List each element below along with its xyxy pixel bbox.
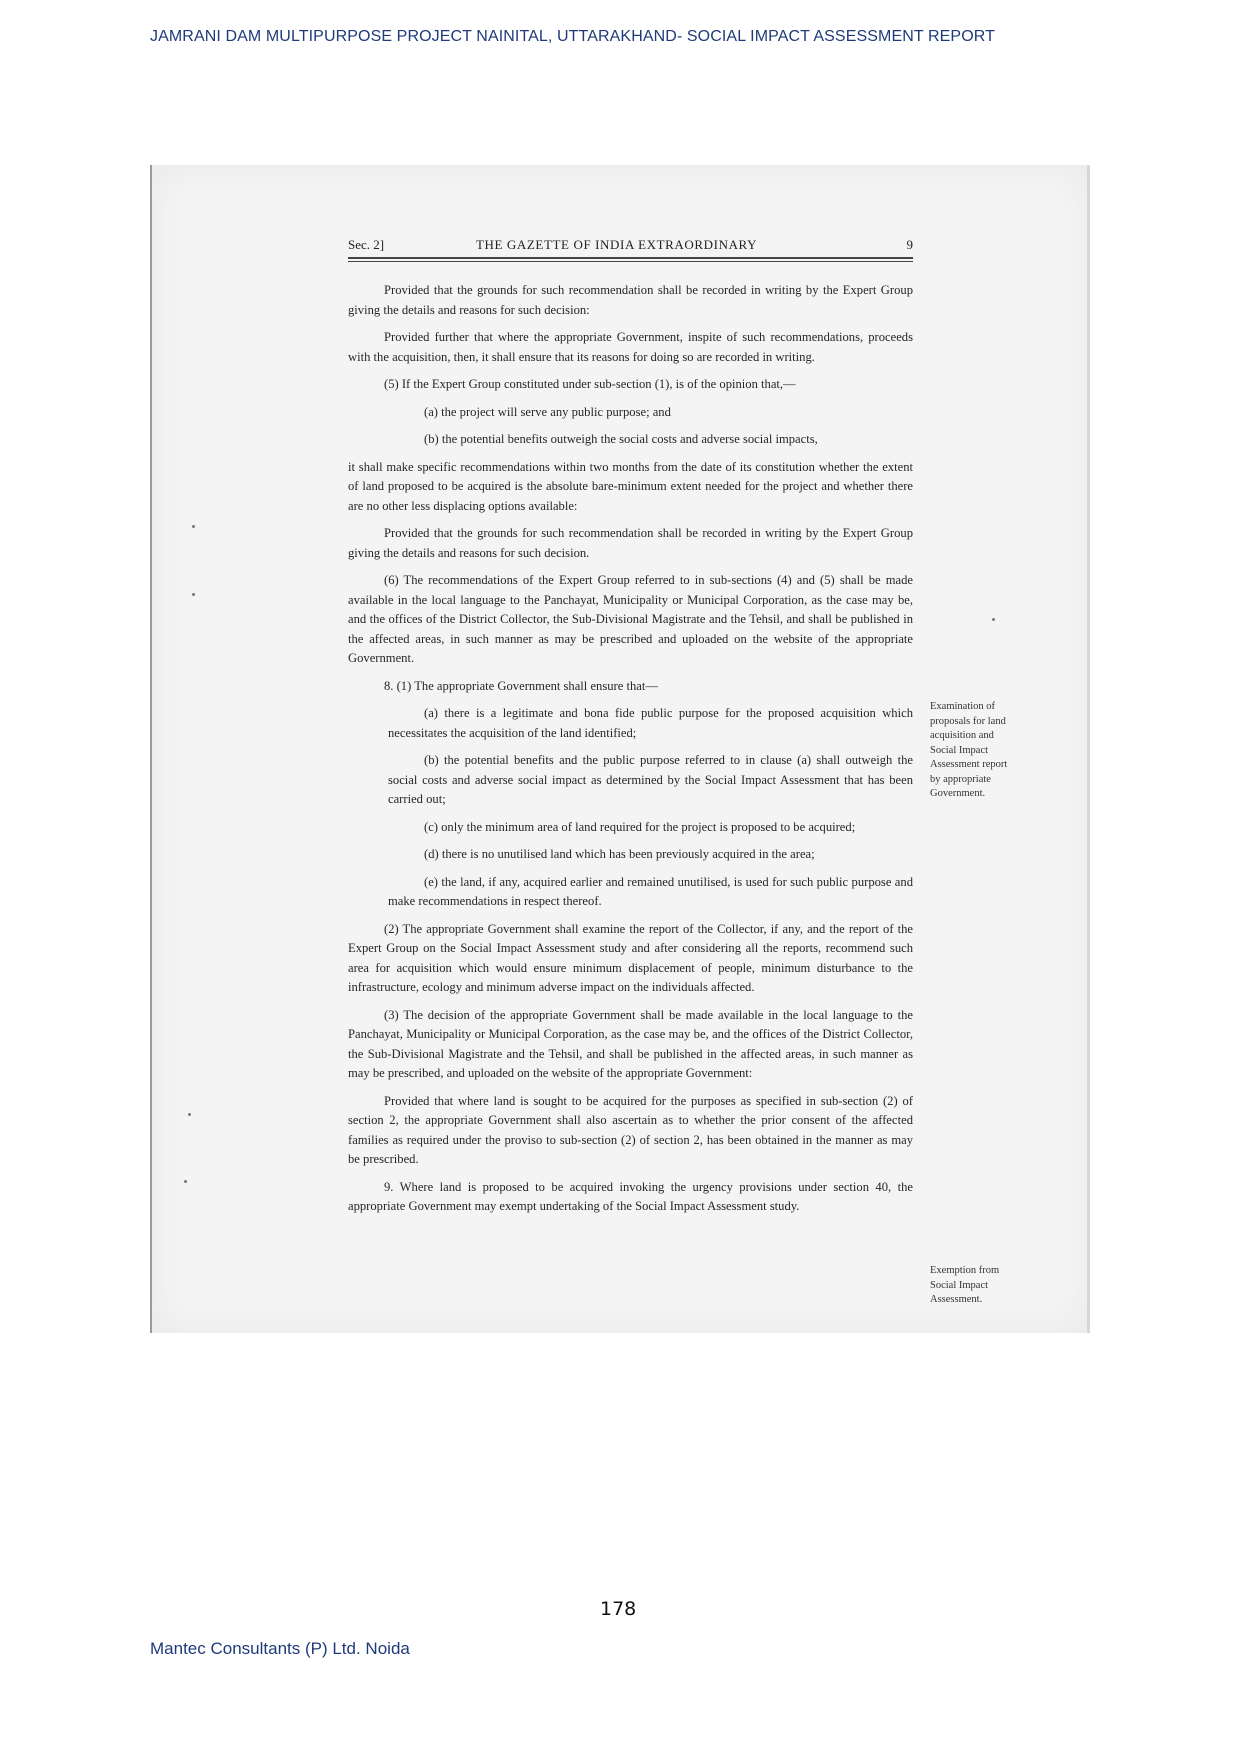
scanned-gazette-page bbox=[150, 165, 1090, 1333]
footer-text: Mantec Consultants (P) Ltd. Noida bbox=[150, 1639, 410, 1658]
report-header: JAMRANI DAM MULTIPURPOSE PROJECT NAINITAL, UTTARAKHAND- SOCIAL IMPACT ASSESSMENT REPORT bbox=[150, 28, 995, 45]
scan-speck bbox=[188, 1113, 191, 1116]
paragraph: (c) only the minimum area of land required for the project is proposed to be acquired; bbox=[424, 819, 856, 834]
header-rule bbox=[348, 257, 913, 259]
gazette-section: Sec. 2] bbox=[348, 237, 385, 252]
scan-speck bbox=[192, 525, 195, 528]
paragraph: (a) there is a legitimate and bona fide public purpose for the proposed acquisition which necessitates the acquisition of the land identified; bbox=[388, 706, 913, 740]
paragraph: (6) The recommendations of the Expert Group referred to in sub-sections (4) and (5) shall be made available in the local language to the Panchayat, Municipality or Municipal Corporation, as the case may be, and the offices of the District Collector, the Sub-Divisional Magistrate and the Tehsil, and shall be published in the affected areas, in such manner as may be prescribed and uploaded on the website of the appropriate Government. bbox=[348, 573, 913, 665]
paragraph: (3) The decision of the appropriate Government shall be made available in the local language to the Panchayat, Municipality or Municipal Corporation, as the case may be, and the offices of the District Collector, the Sub-Divisional Magistrate and the Tehsil, and shall be published in the affected areas, in such manner as may be prescribed, and uploaded on the website of the appropriate Government: bbox=[348, 1007, 913, 1080]
paragraph: (d) there is no unutilised land which has been previously acquired in the area; bbox=[424, 847, 815, 861]
paragraph: (2) The appropriate Government shall examine the report of the Collector, if any, and the report of the Expert Group on the Social Impact Assessment study and after considering all the reports, recommend such area for acquisition which would ensure minimum displacement of people, minimum disturbance to the infrastructure, ecology and minimum adverse impact on the individuals affected. bbox=[348, 921, 913, 994]
gazette-page-number: 9 bbox=[906, 237, 913, 252]
paragraph: Provided further that where the appropriate Government, inspite of such recommendations, proceeds with the acquisition, then, it shall ensure that its reasons for doing so are recorded in writing. bbox=[348, 330, 913, 364]
paragraph: 8. (1) The appropriate Government shall ensure that— bbox=[384, 678, 658, 693]
scan-speck bbox=[184, 1180, 187, 1183]
header-rule-thin bbox=[348, 261, 913, 262]
paragraph: (a) the project will serve any public purpose; and bbox=[424, 404, 671, 419]
scan-edge bbox=[1087, 165, 1090, 1333]
paragraph: Provided that the grounds for such recommendation shall be recorded in writing by the Expert Group giving the details and reasons for such decision. bbox=[348, 526, 913, 560]
paragraph: (5) If the Expert Group constituted under sub-section (1), is of the opinion that,— bbox=[384, 377, 796, 391]
paragraph: (b) the potential benefits outweigh the social costs and adverse social impacts, bbox=[424, 432, 818, 446]
paragraph: (b) the potential benefits and the public purpose referred to in clause (a) shall outweigh the social costs and adverse social impact as determined by the Social Impact Assessment that has been carried out; bbox=[388, 753, 913, 806]
paragraph: Provided that the grounds for such recommendation shall be recorded in writing by the Expert Group giving the details and reasons for such decision: bbox=[348, 283, 913, 317]
margin-note-examination: Examination of proposals for land acquisition and Social Impact Assessment report by appropriate Government. bbox=[930, 701, 1008, 799]
gazette-body bbox=[348, 281, 913, 1225]
margin-note-exemption: Exemption from Social Impact Assessment. bbox=[930, 1265, 1000, 1305]
page-number: 178 bbox=[600, 1598, 637, 1620]
scan-speck bbox=[192, 593, 195, 596]
scan-speck bbox=[992, 618, 995, 621]
paragraph: it shall make specific recommendations within two months from the date of its constitution whether the extent of land proposed to be acquired is the absolute bare-minimum extent needed for the project and whether there are no other less displacing options available: bbox=[348, 459, 913, 513]
paragraph: Provided that where land is sought to be acquired for the purposes as specified in sub-section (2) of section 2, the appropriate Government shall also ascertain as to whether the prior consent of the affected families as required under the proviso to sub-section (2) of section 2, has been obtained in the manner as may be prescribed. bbox=[348, 1093, 913, 1166]
paragraph: (e) the land, if any, acquired earlier and remained unutilised, is used for such public purpose and make recommendations in respect thereof. bbox=[388, 874, 913, 908]
paragraph: 9. Where land is proposed to be acquired invoking the urgency provisions under section 40, the appropriate Government may exempt undertaking of the Social Impact Assessment study. bbox=[348, 1179, 913, 1213]
gazette-title: THE GAZETTE OF INDIA EXTRAORDINARY bbox=[476, 237, 758, 252]
